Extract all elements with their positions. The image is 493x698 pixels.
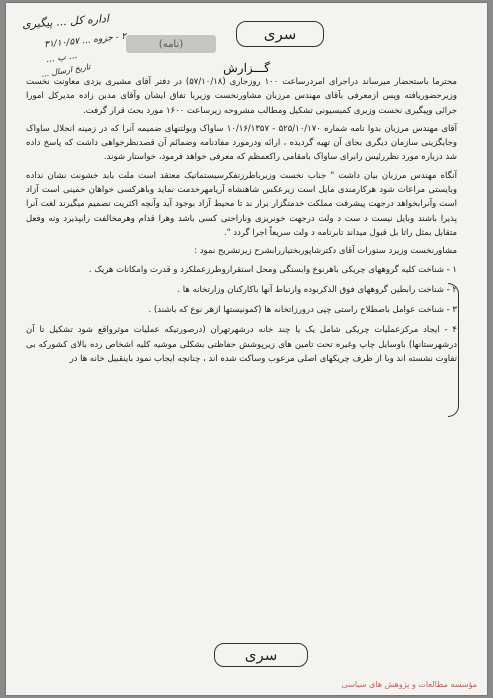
margin-bracket-mark (448, 283, 459, 417)
paragraph-intro: محترما باستحضار میرساند دراجرای امردرساعت ۱۰۰ روزجاری (۵۷/۱۰/۱۸) در دفتر آقای مشیری یزدی معاونت نخست وزیرحضوریافته وپس ازمعرفی بآقای مهندس مرزبان مشاورنخست وزیربا تفاق ایشان وآقای مدبن زاده مدیرکل امورا جرائی وپیگیری نخست وزیری کمیسیونی تشکیل ومطالب مشروحه زیرساعت ۱۶۰۰ مورد بحث قرار گرفت. (26, 77, 457, 116)
instruction-item-1: ۱ - شناخت کلیه گروههای چریکی باهرنوع وابستگی ومحل استقراروطرزعملکرد و قدرت وامکانات هریک . (88, 264, 457, 275)
paragraph-savak-letter: آقای مهندس مرزبان بدوا نامه شماره ۵۲۵/۱۰/۱۷۰ - ۱۰/۱۶/۱۳۵۷ ساواک وبولتنهای ضمیمه آنرا که در زمینه انحلال ساواک وجایگزینی سازمان دیگری بجای آن تهیه گردیده ، ارائه ودرمورد مفادنامه وضمائم آن قصدنظرخواهی داشت که پاسخ داده شد درباره مورد نظررئیس رابرای ساواک بامقامی راکعمظم که معرفی خواهد فرمود، خواستار شوند. (26, 123, 457, 163)
classification-stamp-bottom: سری (214, 643, 308, 667)
handwritten-note-4: تاریخ ارسال ... (40, 62, 92, 79)
instruction-item-4: ۴ - ایجاد مرکزعملیات چریکی شامل یک یا چند خانه درشهرتهران (درصورتیکه عملیات موثرواقع شود تشکیل تا آن درشهرستانها) باوسایل چاپ وغیره تحت تامین های زیرپوشش حفاظتی بشکلی موشیه کلیه اشخاص رده بالای کشورکه بی تفاوت نشسته اند وبا از ظرف چریکهای اصلی مرعوب وساکت شده اند ، چنانچه ایجاب نمود باینقبیل خانه ها در (26, 325, 457, 365)
handwritten-note-1: اداره کل ... پیگیری (21, 11, 110, 32)
handwritten-note-2: ۲ - جزوه ... ۳۱/۱۰/۵۷ (43, 31, 127, 51)
report-body (26, 75, 457, 372)
instructions-intro: مشاورنخست وزیرد ستورات آقای دکترشاپوربختیاررابشرح زیرتشریح نمود : (194, 246, 457, 257)
instruction-item-2: ۲ - شناخت رابطین گروههای فوق الذکربوده وارتباط آنها باکارکنان وزارتخانه ها . (177, 284, 457, 295)
smudged-stamp: (نامه) (126, 35, 216, 53)
document-page (6, 3, 487, 695)
paragraph-marzban-statement: آنگاه مهندس مرزبان بیان داشت " جناب نخست وزیرباطرزتفکرسیستماتیک معتقد است ملت بابد خشونت نشان نداده وبایستی مراعات شود هرکارمندی مایل است زیرعکس شاهنشاه آریامهرخدمت نماید وباهرکسی خواهان خمینی است آزاد است وآنرابخواهد درجهت پیشرفت مملکت خدمتگزار برار ند تا محیط آزاد بوجود آید وآنچه اکثریت تصمیم میگیرند لغت آنرا پذیرا باشند وبایل نیست د ست د ولت درجهت خونریزی وناراحتی کسی باشد وهرا قدام وهرمخالفت رابپذیرد ونه وفعل متقابل بمثل راتا بل قبول میداند تابرنامه د ولت سریعاً اجرا گردد ". (26, 170, 457, 238)
instruction-item-3: ۳ - شناخت عوامل باصطلاح راستی چپی درورزاتخانه ها (کمونیستها ازهر نوع که باشند) . (148, 305, 457, 316)
handwritten-note-3: ... ب ... (45, 50, 78, 66)
archive-watermark: مؤسسه مطالعات و پژوهش های سیاسی (341, 680, 477, 689)
classification-stamp-top: سری (236, 21, 324, 47)
report-heading: گـــزارش (223, 61, 270, 75)
